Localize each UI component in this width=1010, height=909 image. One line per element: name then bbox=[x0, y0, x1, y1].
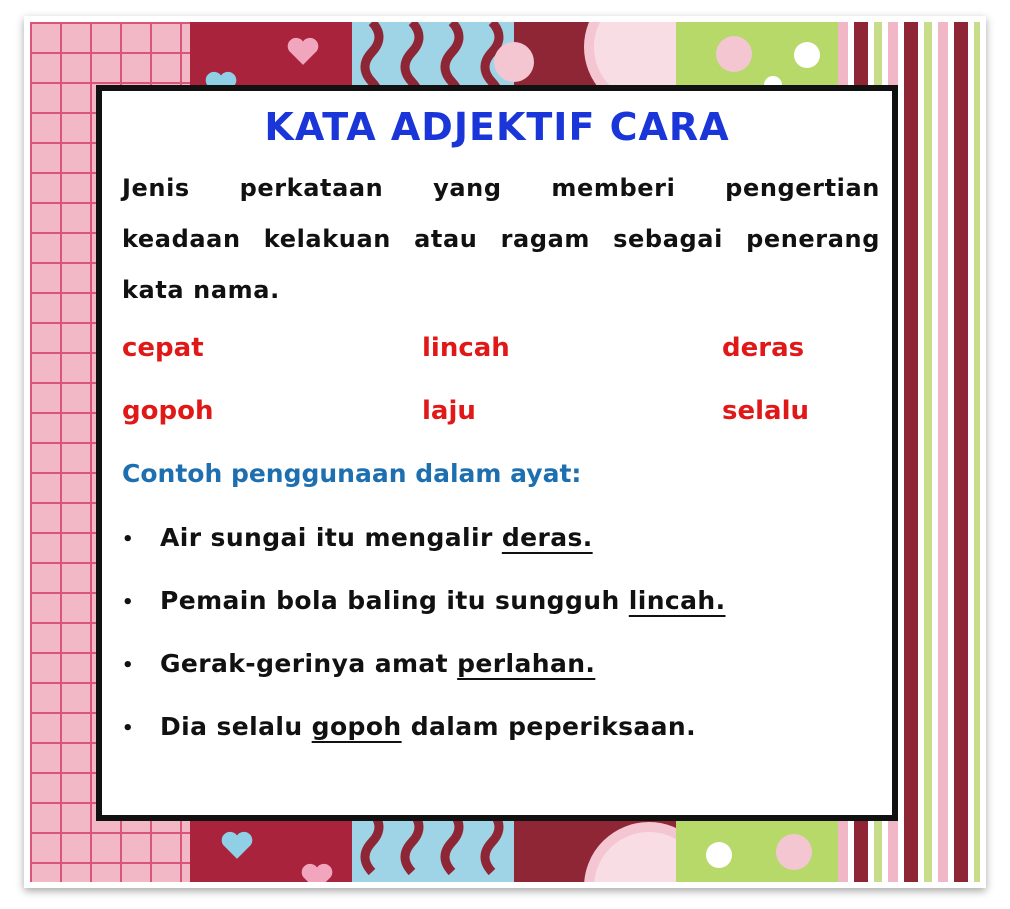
bullet-icon: • bbox=[122, 591, 134, 613]
heart-icon bbox=[286, 36, 320, 66]
example-text: Dia selalu bbox=[160, 712, 312, 741]
example-sentence bbox=[122, 649, 595, 678]
example-keyword: deras. bbox=[501, 523, 593, 552]
circle-decoration bbox=[706, 842, 732, 868]
example-text: Pemain bola baling itu sungguh bbox=[160, 586, 629, 615]
example-keyword: gopoh bbox=[311, 712, 402, 741]
example-text: Gerak-gerinya amat bbox=[160, 649, 458, 678]
bullet-icon: • bbox=[122, 528, 134, 550]
example-keyword: lincah. bbox=[628, 586, 726, 615]
lesson-card bbox=[96, 85, 898, 821]
heart-icon bbox=[220, 830, 254, 860]
example-sentence bbox=[122, 523, 593, 552]
definition-line-3: kata nama. bbox=[122, 276, 280, 304]
definition-line-2: keadaan kelakuan atau ragam sebagai penerang bbox=[122, 225, 880, 253]
circle-decoration bbox=[494, 42, 534, 82]
example-sentence bbox=[122, 712, 696, 741]
example-text: dalam peperiksaan. bbox=[401, 712, 697, 741]
adjective-word: cepat bbox=[122, 333, 204, 363]
example-sentence bbox=[122, 586, 726, 615]
adjective-word: gopoh bbox=[122, 396, 214, 426]
adjective-word: laju bbox=[422, 396, 476, 426]
circle-decoration bbox=[776, 834, 812, 870]
example-text: Air sungai itu mengalir bbox=[160, 523, 502, 552]
adjective-word: deras bbox=[722, 333, 805, 363]
bullet-icon: • bbox=[122, 717, 134, 739]
adjective-word: lincah bbox=[422, 333, 510, 363]
heart-icon bbox=[300, 862, 334, 882]
definition-line-1: Jenis perkataan yang memberi pengertian bbox=[122, 174, 880, 202]
adjective-word: selalu bbox=[722, 396, 809, 426]
page-title: KATA ADJEKTIF CARA bbox=[264, 105, 730, 149]
example-keyword: perlahan. bbox=[457, 649, 596, 678]
bullet-icon: • bbox=[122, 654, 134, 676]
circle-decoration bbox=[716, 36, 752, 72]
examples-heading: Contoh penggunaan dalam ayat: bbox=[122, 459, 582, 488]
circle-decoration bbox=[794, 42, 820, 68]
